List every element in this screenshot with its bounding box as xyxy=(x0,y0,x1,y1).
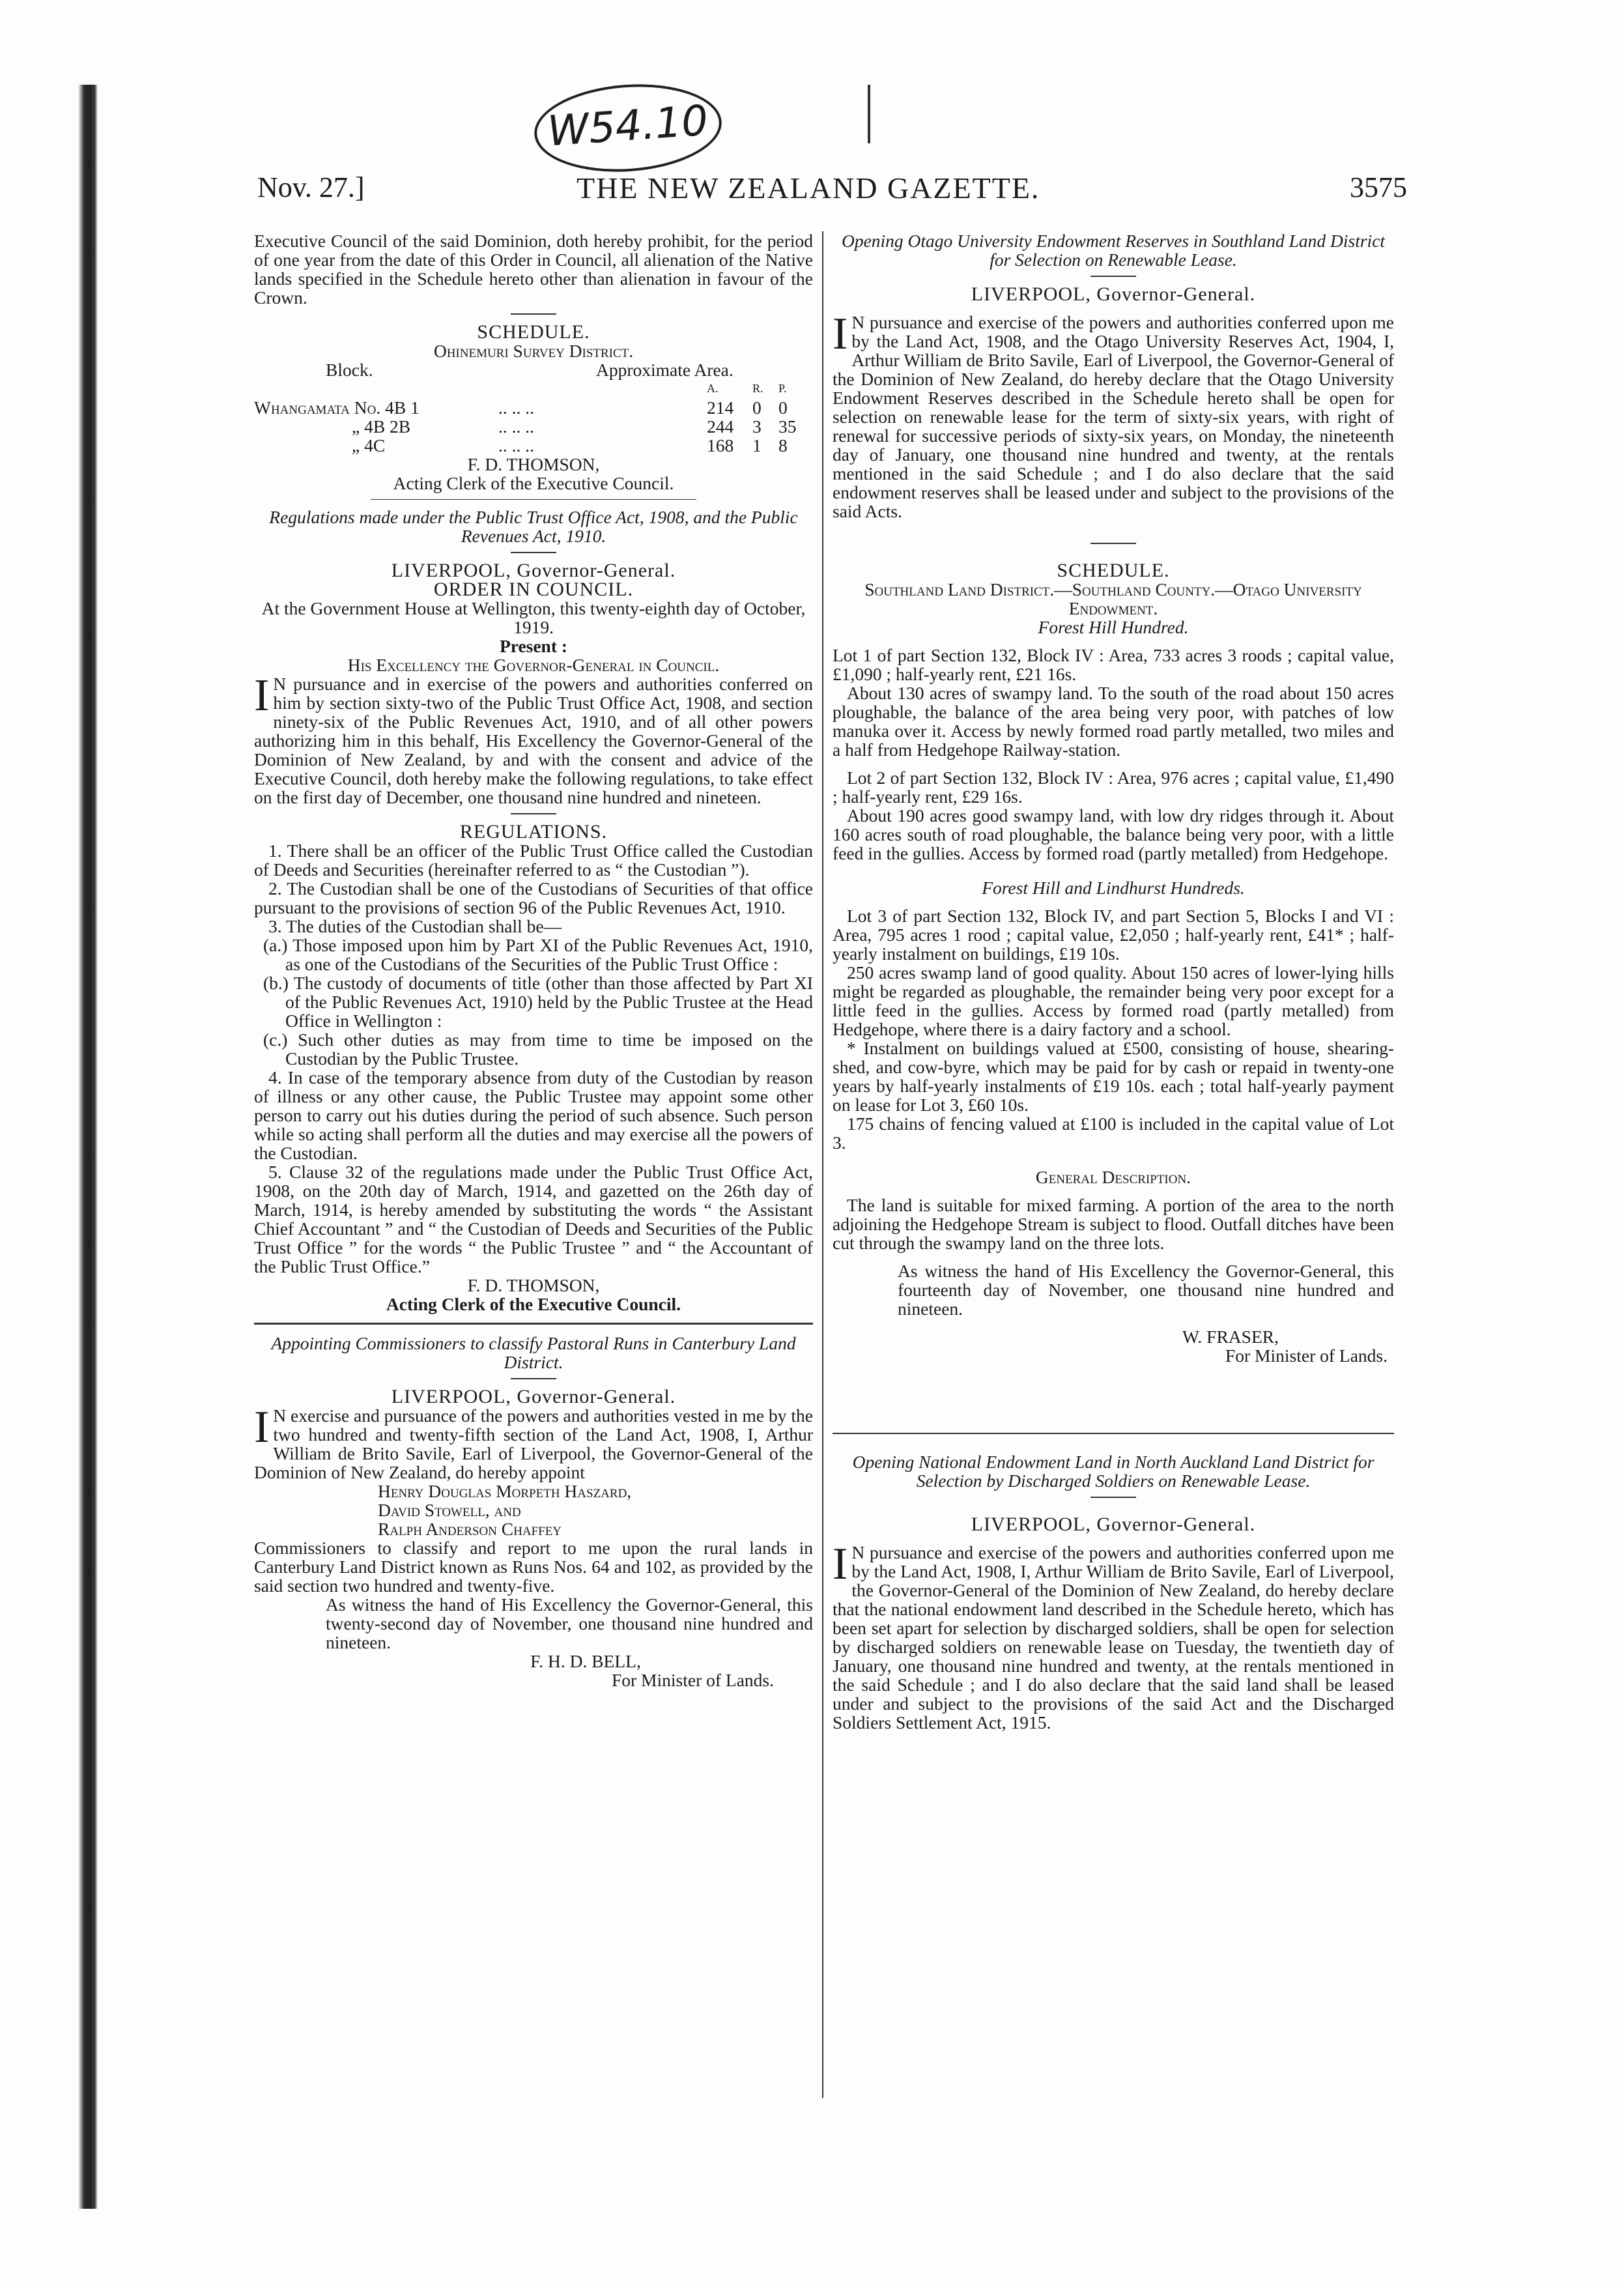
section-heading-otago: Opening Otago University Endowment Reserves in Southland Land District for Selection on Renewable Lease. xyxy=(841,231,1386,270)
divider xyxy=(511,1378,556,1379)
regulation-3: 3. The duties of the Custodian shall be— xyxy=(268,916,562,936)
governor-line: LIVERPOOL, Governor-General. xyxy=(391,1386,676,1407)
intro-paragraph: Executive Council of the said Dominion, doth hereby prohibit, for the period of one year from the date of this Order in Council, all alienation of the Native lands specified in the Schedule hereto other than alienation in favour of the Crown. xyxy=(254,231,813,308)
order-in-council: ORDER IN COUNCIL. xyxy=(433,579,634,600)
pencil-mark xyxy=(868,85,870,143)
signature-name: F. D. THOMSON, xyxy=(467,1275,600,1295)
present-label: Present : xyxy=(499,636,568,656)
governor-line: LIVERPOOL, Governor-General. xyxy=(971,283,1256,305)
drop-cap: I xyxy=(254,670,270,721)
regulation-3c: (c.) Such other duties as may from time to time be imposed on the Custodian by the Public Trustee. xyxy=(263,1029,813,1069)
excellency-line: His Excellency the Governor-General in Council. xyxy=(347,655,720,675)
table-row-dots: .. .. .. xyxy=(498,435,534,455)
header-title: THE NEW ZEALAND GAZETTE. xyxy=(577,171,1040,205)
commissioner-name: Ralph Anderson Chaffey xyxy=(378,1519,562,1539)
divider xyxy=(511,552,556,553)
page-header xyxy=(257,171,1407,210)
commissioner-name: David Stowell, and xyxy=(378,1500,521,1520)
signature-name: W. FRASER, xyxy=(1182,1327,1279,1347)
commissioners-preamble xyxy=(254,1402,813,1482)
divider xyxy=(1090,276,1136,277)
col-block-header: Block. xyxy=(326,360,373,380)
commissioners-body: Commissioners to classify and report to me upon the rural lands in Canterbury Land District known as Runs Nos. 64 and 102, as provided by the said section two hundred and twenty-five. xyxy=(254,1538,813,1596)
schedule-district: Southland Land District.—Southland County.—Otago University Endowment. xyxy=(864,579,1362,618)
regulations-title: REGULATIONS. xyxy=(459,821,608,842)
table-row-dots: .. .. .. xyxy=(498,397,534,418)
signature-title: For Minister of Lands. xyxy=(1225,1345,1388,1366)
schedule-table xyxy=(254,360,813,455)
hundred-heading: Forest Hill Hundred. xyxy=(1038,617,1189,637)
witness-clause: As witness the hand of His Excellency the Governor-General, this twenty-second day of November, one thousand nine hundred and nineteen. xyxy=(326,1594,813,1652)
commissioners-preamble-text: N exercise and pursuance of the powers and authorities vested in me by the two hundred and twenty-fifth section of the Land Act, 1908, I, Arthur William de Brito Savile, Earl of Liverpool, the Governor-General of the Dominion of New Zealand, do hereby appoint xyxy=(254,1405,813,1482)
national-preamble-text: N pursuance and exercise of the powers and authorities conferred upon me by the Land Act, 1908, I, Arthur William de Brito Savile, Earl of Liverpool, the Governor-General of the Dominion of New Zealand, do hereby declare that the national endowment land described in the Schedule hereto, which has been set apart for selection by discharged soldiers, shall be open for selection by discharged soldiers on renewable lease on Tuesday, the twentieth day of January, one thousand nine hundred and twenty, at the rentals mentioned in the said Schedule ; and I do also declare that the said land shall be leased under and subject to the provisions of the said Act and the Discharged Soldiers Settlement Act, 1915. xyxy=(833,1542,1394,1732)
lot-2-description: About 190 acres good swampy land, with low dry ridges through it. About 160 acres south of road ploughable, the balance being very poor, with a little feed in the gullies. Access by formed road (partly metalled) from Hedgehope. xyxy=(833,805,1394,863)
table-row-roods: 3 xyxy=(752,416,762,437)
table-row-dots: .. .. .. xyxy=(498,416,534,437)
lot-3-fencing: 175 chains of fencing valued at £100 is included in the capital value of Lot 3. xyxy=(833,1114,1394,1153)
table-row-block: „ 4C xyxy=(352,435,386,455)
divider xyxy=(511,313,556,315)
section-divider xyxy=(833,1433,1394,1434)
table-row-perches: 8 xyxy=(778,435,788,455)
drop-cap: I xyxy=(254,1402,270,1452)
table-row-roods: 0 xyxy=(752,397,762,418)
drop-cap: I xyxy=(833,1539,848,1589)
signature-title: Acting Clerk of the Executive Council. xyxy=(393,473,674,493)
lot-3: Lot 3 of part Section 132, Block IV, and part Section 5, Blocks I and VI : Area, 795 acres 1 rood ; capital value, £2,050 ; half-yearly rent, £41* ; half-yearly instalment on buildings, £19 10s. xyxy=(833,906,1394,964)
table-row-acres: 214 xyxy=(707,397,734,418)
header-page-number: 3575 xyxy=(1350,171,1407,203)
table-row-acres: 244 xyxy=(707,416,734,437)
regulation-5: 5. Clause 32 of the regulations made under the Public Trust Office Act, 1908, on the 20th day of March, 1914, and gazetted on the 26th day of March, 1914, is hereby amended by substituting the words “ the Assistant Chief Accountant ” and “ the Custodian of Deeds and Securities of the Public Trust Office ” for the words “ the Public Trustee ” and “ the Accountant of the Public Trust Office.” xyxy=(254,1162,813,1276)
drop-cap: I xyxy=(833,309,848,359)
divider xyxy=(371,499,696,500)
witness-clause: As witness the hand of His Excellency the Governor-General, this fourteenth day of November, one thousand nine hundred and nineteen. xyxy=(898,1261,1394,1319)
otago-preamble-text: N pursuance and exercise of the powers and authorities conferred upon me by the Land Act, 1908, and the Otago University Reserves Act, 1904, I, Arthur William de Brito Savile, Earl of Liverpool, the Governor-General of the Dominion of New Zealand, do hereby declare that the Otago University Endowment Reserves described in the Schedule hereto shall be open for selection on renewable lease for the term of sixty-six years, with right of renewal for successive periods of sixty-six years, on Monday, the nineteenth day of January, one thousand nine hundred and twenty, at the rentals mentioned in the said Schedule ; and I do also declare that the said endowment reserves shall be leased under and subject to the provisions of the said Acts. xyxy=(833,312,1394,521)
archive-stamp: W54.10 xyxy=(532,78,725,178)
lot-3-description: 250 acres swamp land of good quality. About 150 acres of lower-lying hills might be regarded as ploughable, the remainder being very poor except for a little feed in the gullies. Access by formed road (partly metalled) from Hedgehope, where there is a dairy factory and a school. xyxy=(833,962,1394,1039)
governor-line: LIVERPOOL, Governor-General. xyxy=(391,560,676,581)
commissioner-name: Henry Douglas Morpeth Haszard, xyxy=(378,1481,632,1501)
divider xyxy=(511,813,556,814)
section-heading-commissioners: Appointing Commissioners to classify Pastoral Runs in Canterbury Land District. xyxy=(271,1333,796,1372)
divider xyxy=(1090,1497,1136,1498)
table-row-perches: 35 xyxy=(778,416,797,437)
lot-2: Lot 2 of part Section 132, Block IV : Area, 976 acres ; capital value, £1,490 ; half-yearly rent, £29 16s. xyxy=(833,768,1394,807)
header-date: Nov. 27.] xyxy=(257,171,365,203)
place-date: At the Government House at Wellington, this twenty-eighth day of October, 1919. xyxy=(261,598,806,637)
signature-name: F. D. THOMSON, xyxy=(467,454,600,474)
regulation-3-list xyxy=(254,936,813,1068)
regulation-3a: (a.) Those imposed upon him by Part XI of the Public Revenues Act, 1910, as one of the Custodians of the Securities of the Public Trust Office : xyxy=(263,935,813,974)
table-row-perches: 0 xyxy=(778,397,788,418)
unit-p: P. xyxy=(778,382,787,395)
column-divider xyxy=(822,231,823,2098)
col-area-header: Approximate Area. xyxy=(596,360,734,380)
signature-name: F. H. D. BELL, xyxy=(530,1651,641,1671)
schedule-title: SCHEDULE. xyxy=(1057,560,1170,581)
signature-title: Acting Clerk of the Executive Council. xyxy=(386,1294,681,1314)
lot-3-note: * Instalment on buildings valued at £500, consisting of house, shearing-shed, and cow-byre, which may be paid for by cash or repaid in twenty-one years by half-yearly instalments of £19 10s. each ; total half-yearly payment on lease for Lot 3, £60 10s. xyxy=(833,1038,1394,1115)
section-divider xyxy=(254,1323,813,1325)
table-row-acres: 168 xyxy=(707,435,734,455)
signature-title: For Minister of Lands. xyxy=(611,1670,774,1690)
regulation-2: 2. The Custodian shall be one of the Custodians of Securities of that office pursuant to the provisions of section 96 of the Public Revenues Act, 1910. xyxy=(254,878,813,917)
lot-1: Lot 1 of part Section 132, Block IV : Area, 733 acres 3 roods ; capital value, £1,090 ; half-yearly rent, £21 16s. xyxy=(833,645,1394,684)
section-heading-regulations: Regulations made under the Public Trust Office Act, 1908, and the Public Revenues Act, 1910. xyxy=(269,507,798,546)
unit-a: A. xyxy=(707,382,719,395)
national-preamble xyxy=(833,1539,1394,1732)
regulations-preamble xyxy=(254,670,813,807)
unit-r: R. xyxy=(752,382,763,395)
regulation-3b: (b.) The custody of documents of title (other than those affected by Part XI of the Public Revenues Act, 1910) held by the Public Trustee at the Head Office in Wellington : xyxy=(263,973,813,1031)
schedule-title: SCHEDULE. xyxy=(477,321,590,343)
general-description-title: General Description. xyxy=(1035,1167,1191,1187)
page-binding-edge xyxy=(78,85,98,2209)
schedule-district: Ohinemuri Survey District. xyxy=(433,341,634,361)
otago-preamble xyxy=(833,309,1394,521)
section-heading-national: Opening National Endowment Land in North Auckland Land District for Selection by Discharged Soldiers on Renewable Lease. xyxy=(852,1452,1375,1491)
hundred-heading: Forest Hill and Lindhurst Hundreds. xyxy=(982,878,1245,898)
table-row-roods: 1 xyxy=(752,435,762,455)
general-description: The land is suitable for mixed farming. A portion of the area to the north adjoining the Hedgehope Stream is subject to flood. Outfall ditches have been cut through the swampy land on the three lots. xyxy=(833,1195,1394,1253)
left-column xyxy=(254,231,813,1689)
lot-1-description: About 130 acres of swampy land. To the south of the road about 150 acres ploughable, the balance of the area being very poor, with patches of low manuka over it. Access by newly formed road partly metalled, two miles and a half from Hedgehope Railway-station. xyxy=(833,683,1394,760)
right-column xyxy=(833,231,1394,1732)
table-row-block: Whangamata No. 4B 1 xyxy=(254,397,420,418)
regulations-preamble-text: N pursuance and in exercise of the powers and authorities conferred on him by section sixty-two of the Public Trust Office Act, 1908, and section ninety-six of the Public Revenues Act, 1910, and of all other powers authorizing him in this behalf, His Excellency the Governor-General of the Dominion of New Zealand, by and with the consent and advice of the Executive Council, doth hereby make the following regulations, to take effect on the first day of December, one thousand nine hundred and nineteen. xyxy=(254,674,813,807)
table-row-block: „ 4B 2B xyxy=(352,416,411,437)
regulation-4: 4. In case of the temporary absence from duty of the Custodian by reason of illness or any other cause, the Public Trustee may appoint some other person to carry out his duties during the period of such absence. Such person while so acting shall perform all the duties and may exercise all the powers of the Custodian. xyxy=(254,1067,813,1163)
divider xyxy=(1090,543,1136,544)
governor-line: LIVERPOOL, Governor-General. xyxy=(971,1514,1256,1535)
regulation-1: 1. There shall be an officer of the Public Trust Office called the Custodian of Deeds and Securities (hereinafter referred to as “ the Custodian ”). xyxy=(254,841,813,880)
